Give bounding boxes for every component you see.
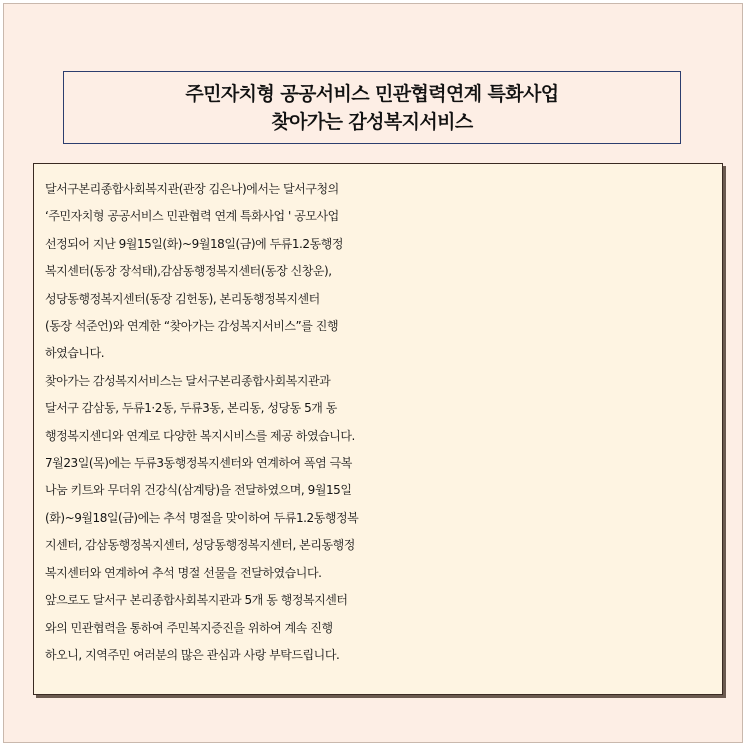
title-box <box>63 71 681 144</box>
body-line: 와의 민관협력을 통하여 주민복지증진을 위하여 계속 진행 <box>45 620 333 635</box>
body-line: ‘주민자치형 공공서비스 민관협력 연계 특화사업 ' 공모사업 <box>45 209 339 224</box>
body-line: 행정복지센디와 연계로 다양한 복지시비스를 제공 하였습니다. <box>45 428 355 443</box>
body-line: 지센터, 감삼동행정복지센터, 성당동행정복지센터, 본리동행정 <box>45 538 355 553</box>
body-line: 나눔 키트와 무더위 건강식(삼계탕)을 전달하였으며, 9월15일 <box>45 483 352 498</box>
body-line: 선정되어 지난 9월15일(화)~9월18일(금)에 두류1.2동행정 <box>45 236 344 251</box>
body-line: (동장 석준언)와 연계한 “찾아가는 감성복지서비스”를 진행 <box>45 319 339 334</box>
body-line: 달서구본리종합사회복지관(관장 김은나)에서는 달서구청의 <box>45 182 339 196</box>
body-line: 성당동행정복지센터(동장 김헌동), 본리동행정복지센터 <box>45 291 320 306</box>
title-line-1: 주민자치형 공공서비스 민관협력연계 특화사업 <box>185 82 559 105</box>
body-line: 달서구 감삼동, 두류1·2동, 두류3동, 본리동, 성당동 5개 동 <box>45 401 337 416</box>
page-frame <box>3 3 743 743</box>
body-line: 하였습니다. <box>45 346 105 361</box>
body-line: 앞으로도 달서구 본리종합사회복지관과 5개 동 행정복지센터 <box>45 593 348 608</box>
body-line: 하오니, 지역주민 여러분의 많은 관심과 사랑 부탁드립니다. <box>45 647 340 662</box>
body-line: (화)~9월18일(금)에는 추석 명절을 맞이하여 두류1.2동행정복 <box>45 510 359 525</box>
title-line-2: 찾아가는 감성복지서비스 <box>271 110 473 133</box>
body-line: 복지센터와 연계하여 추석 명절 선물을 전달하였습니다. <box>45 565 322 580</box>
body-text-box <box>33 163 723 695</box>
body-line: 찾아가는 감성복지서비스는 달서구본리종합사회복지관과 <box>45 373 331 388</box>
body-line: 7월23일(목)에는 두류3동행정복지센터와 연계하여 폭염 극복 <box>45 456 352 471</box>
body-line: 복지센터(동장 장석태),감삼동행정복지센터(동장 신창운), <box>45 264 332 279</box>
